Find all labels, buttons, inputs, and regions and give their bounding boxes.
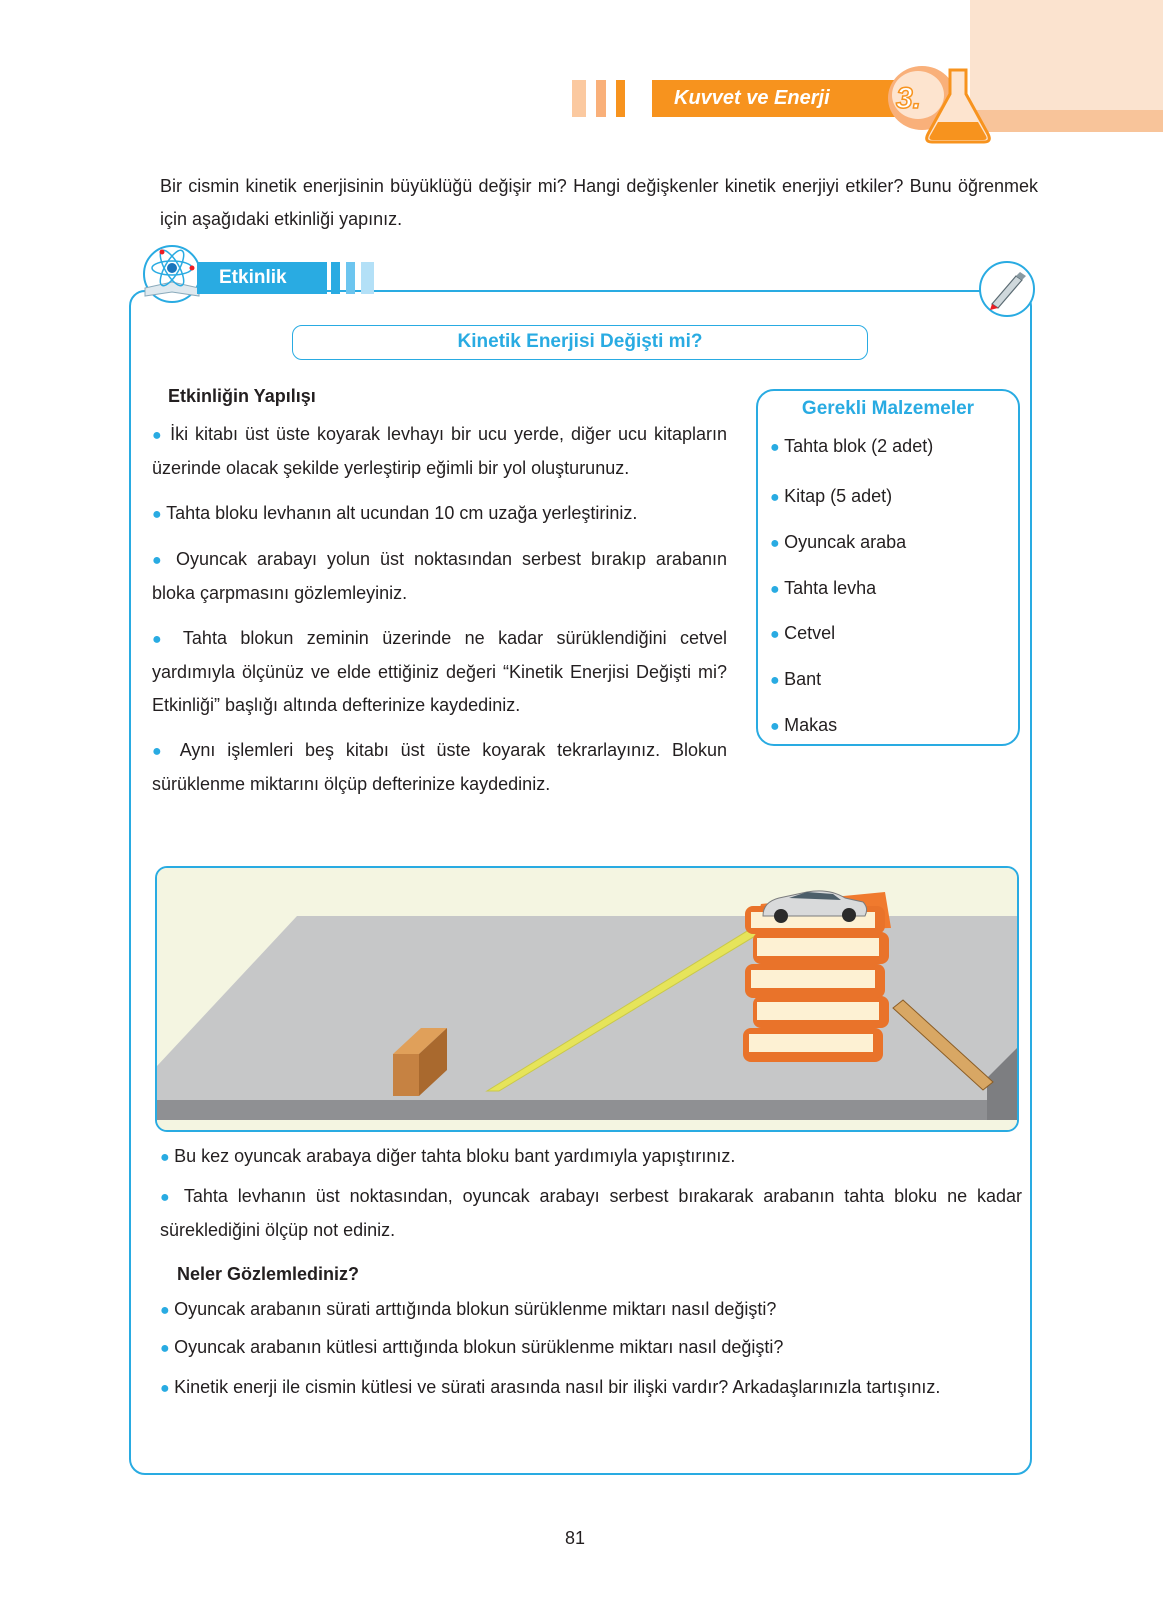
step-5: ● Aynı işlemleri beş kitabı üst üste koyarak tekrarlayınız. Blokun sürüklenme miktarını ölçüp defterinize kaydediniz. <box>152 740 728 794</box>
intro-paragraph: Bir cismin kinetik enerjisinin büyüklüğü değişir mi? Hangi değişkenler kinetik enerjiyi etkiler? Bunu öğrenmek için aşağıdaki etkinliği yapınız. <box>160 176 1038 229</box>
header-bar-3 <box>616 80 625 117</box>
material-item: ● Cetvel <box>770 623 836 643</box>
bullet-icon: ● <box>160 1380 175 1397</box>
tab-bar-1 <box>331 262 340 294</box>
material-item: ● Makas <box>770 715 838 735</box>
header-corner-decoration <box>970 0 1163 120</box>
question-2: ● Oyuncak arabanın kütlesi arttığında blokun sürüklenme miktarı nasıl değişti? <box>160 1337 784 1357</box>
question-1: ● Oyuncak arabanın sürati arttığında blokun sürüklenme miktarı nasıl değişti? <box>160 1299 777 1319</box>
bullet-icon: ● <box>152 631 183 648</box>
material-item: ● Oyuncak araba <box>770 532 907 552</box>
step-4: ● Tahta blokun zeminin üzerinde ne kadar sürüklendiğini cetvel yardımıyla ölçünüz ve elde ettiğiniz değeri “Kinetik Enerjisi Değişti mi? Etkinliği” başlığı altında defterinize kaydediniz. <box>152 628 728 715</box>
procedure-heading: Etkinliğin Yapılışı <box>168 386 316 406</box>
bullet-icon: ● <box>160 1149 175 1166</box>
bullet-icon: ● <box>160 1189 184 1206</box>
question-3: ● Kinetik enerji ile cismin kütlesi ve sürati arasında nasıl bir ilişki vardır? Arkadaşlarınızla tartışınız. <box>160 1377 941 1397</box>
tab-bar-3 <box>361 262 374 294</box>
material-item: ● Tahta levha <box>770 578 877 598</box>
page-number: 81 <box>565 1528 586 1548</box>
step-3: ● Oyuncak arabayı yolun üst noktasından serbest bırakıp arabanın bloka çarpmasını gözlemleyiniz. <box>152 549 727 603</box>
observation-heading: Neler Gözlemlediniz? <box>177 1264 360 1284</box>
experiment-illustration <box>155 866 1019 1132</box>
activity-title: Kinetik Enerjisi Değişti mi? <box>292 325 868 360</box>
flask-icon <box>888 64 998 148</box>
chapter-badge <box>888 64 978 144</box>
chapter-title: Kuvvet ve Enerji <box>652 80 897 117</box>
step-1: ● İki kitabı üst üste koyarak levhayı bir ucu yerde, diğer ucu kitapların üzerinde olacak şekilde yerleştirip eğimli bir yol oluşturunuz. <box>152 424 728 478</box>
header-bar-1 <box>572 80 586 117</box>
bullet-icon: ● <box>152 552 177 569</box>
activity-tab: Etkinlik <box>197 262 327 294</box>
bullet-icon: ● <box>152 506 167 523</box>
bullet-icon: ● <box>152 743 180 760</box>
procedure-steps <box>152 418 727 813</box>
bullet-icon: ● <box>160 1340 175 1357</box>
material-item: ● Kitap (5 adet) <box>770 486 893 506</box>
step-2: ● Tahta bloku levhanın alt ucundan 10 cm uzağa yerleştiriniz. <box>152 503 638 523</box>
material-item: ● Bant <box>770 669 822 689</box>
table-surface <box>157 916 1019 1108</box>
material-item: ● Tahta blok (2 adet) <box>770 436 934 456</box>
pen-icon <box>978 260 1036 318</box>
bullet-icon: ● <box>160 1302 175 1319</box>
header-bar-2 <box>596 80 606 117</box>
materials-title: Gerekli Malzemeler <box>801 398 975 419</box>
book-stack <box>743 892 891 1062</box>
chapter-number: 3. <box>896 82 922 115</box>
step-7: ● Tahta levhanın üst noktasından, oyuncak arabayı serbest bırakarak arabanın tahta bloku ne kadar süreklediğini ölçüp not ediniz. <box>160 1186 1022 1240</box>
tab-bar-2 <box>346 262 355 294</box>
bullet-icon: ● <box>152 427 171 444</box>
step-6: ● Bu kez oyuncak arabaya diğer tahta bloku bant yardımıyla yapıştırınız. <box>160 1146 736 1166</box>
